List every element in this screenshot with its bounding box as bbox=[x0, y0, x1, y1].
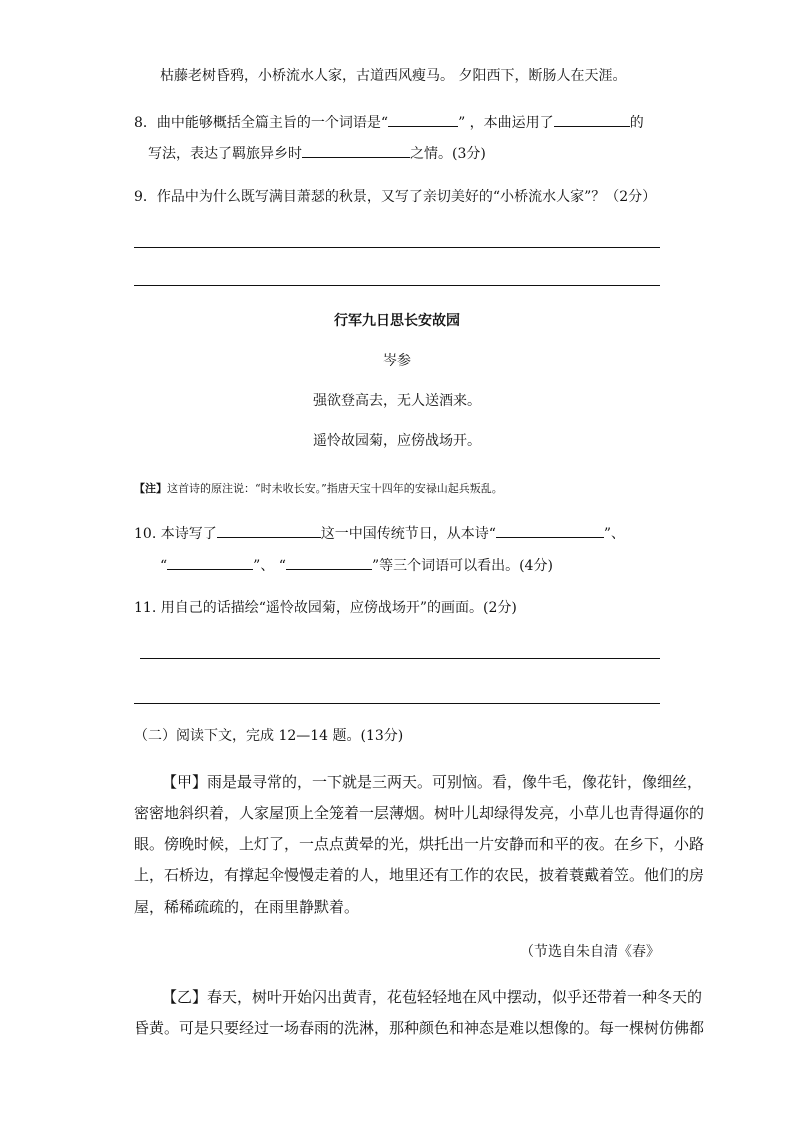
question-10-text-f: ”等三个词语可以看出。(4分) bbox=[371, 558, 553, 574]
note-text: 这首诗的原注说：“时未收长安。”指唐天宝十四年的安禄山起兵叛乱。 bbox=[167, 482, 503, 495]
passage-jia-line: 眼。傍晚时候，上灯了，一点点黄晕的光，烘托出一片安静而和平的夜。在乡下，小路 bbox=[134, 835, 705, 853]
answer-blank[interactable] bbox=[217, 523, 321, 538]
question-10-text-b: 这一中国传统节日，从本诗“ bbox=[320, 526, 496, 542]
section-header: （二）阅读下文，完成 12—14 题。(13分) bbox=[134, 728, 404, 744]
poem-author: 岑参 bbox=[383, 353, 411, 369]
question-9: 9．作品中为什么既写满目萧瑟的秋景，又写了亲切美好的“小桥流水人家”？（2分） bbox=[134, 189, 657, 205]
poem-text: 枯藤老树昏鸦，小桥流水人家，古道西风瘦马。 夕阳西下，断肠人在天涯。 bbox=[160, 68, 627, 84]
poem-note bbox=[134, 479, 503, 499]
answer-blank[interactable] bbox=[167, 555, 253, 570]
question-11: 11. 用自己的话描绘“遥怜故园菊，应傍战场开”的画面。(2分) bbox=[134, 600, 517, 616]
question-10-line-2 bbox=[160, 555, 553, 576]
note-label: 【注】 bbox=[134, 482, 167, 495]
answer-line[interactable] bbox=[134, 703, 660, 704]
question-8-text-c: 的 bbox=[629, 115, 644, 131]
poem-line: 遥怜故园菊，应傍战场开。 bbox=[313, 433, 481, 449]
question-8-line-1 bbox=[134, 112, 644, 133]
answer-blank[interactable] bbox=[302, 143, 410, 158]
answer-blank[interactable] bbox=[496, 523, 604, 538]
poem-title: 行军九日思长安故园 bbox=[334, 313, 460, 329]
question-10-text-c: ”、 bbox=[603, 526, 626, 542]
answer-blank[interactable] bbox=[286, 555, 372, 570]
question-8-line-2 bbox=[148, 143, 486, 164]
question-10-text-e: ”、 “ bbox=[253, 558, 286, 574]
question-10-line-1 bbox=[134, 523, 625, 544]
passage-source: （节选自朱自清《春》 bbox=[520, 944, 660, 960]
answer-line[interactable] bbox=[134, 247, 660, 248]
question-10-text-d: “ bbox=[160, 558, 168, 574]
passage-jia-line: 上，石桥边，有撑起伞慢慢走着的人，地里还有工作的农民，披着蓑戴着笠。他们的房 bbox=[134, 866, 705, 884]
answer-blank[interactable] bbox=[388, 112, 458, 127]
answer-line[interactable] bbox=[134, 285, 660, 286]
question-10-text-a: 10. 本诗写了 bbox=[134, 526, 217, 542]
question-8-text-d: 写法，表达了羁旅异乡时 bbox=[148, 146, 302, 162]
passage-yi-line: 昏黄。可是只要经过一场春雨的洗淋，那种颜色和神态是难以想像的。每一棵树仿佛都 bbox=[134, 1019, 705, 1037]
question-8-text-b: ” ，本曲运用了 bbox=[458, 115, 554, 131]
question-8-text-e: 之情。(3分) bbox=[410, 146, 486, 162]
passage-jia-line: 屋，稀稀疏疏的，在雨里静默着。 bbox=[134, 898, 360, 916]
answer-line[interactable] bbox=[140, 658, 660, 659]
answer-blank[interactable] bbox=[554, 112, 630, 127]
passage-yi-line: 【乙】春天，树叶开始闪出黄青，花苞轻轻地在风中摆动，似乎还带着一种冬天的 bbox=[162, 988, 703, 1006]
passage-jia-line: 密密地斜织着，人家屋顶上全笼着一层薄烟。树叶儿却绿得发亮，小草儿也青得逼你的 bbox=[134, 804, 705, 822]
poem-line: 强欲登高去，无人送酒来。 bbox=[313, 393, 481, 409]
passage-jia-line: 【甲】雨是最寻常的，一下就是三两天。可别恼。看，像牛毛，像花针，像细丝， bbox=[162, 773, 703, 791]
question-8-text-a: 8．曲中能够概括全篇主旨的一个词语是“ bbox=[134, 115, 389, 131]
